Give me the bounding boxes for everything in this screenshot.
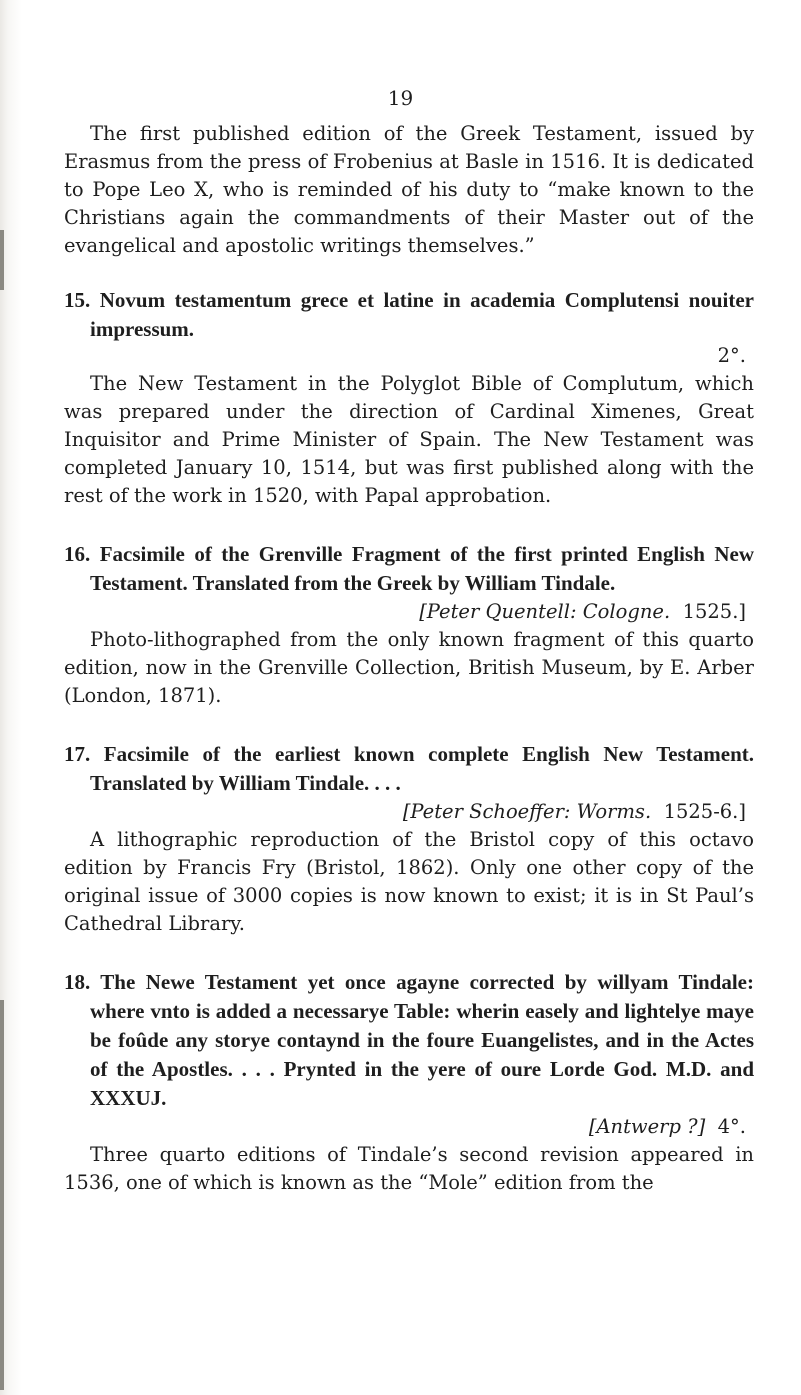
entry-imprint [64,598,754,626]
imprint-date: 1525-6.] [663,800,746,823]
entry-imprint [64,1113,754,1141]
entry-imprint [64,798,754,826]
entry-description: Photo-lithographed from the only known fragment of this quarto edition, now in the Grenville Collection, British Museum, by E. Arber (London, 1871). [64,628,754,707]
entry-title: 18. The Newe Testament yet once agayne corrected by willyam Tindale: where vnto is added a necessarye Table: wherin easely and lightelye maye be foûde any storye contaynd in the foure Euangelistes, and in the Actes of the Apostles. . . . Prynted in the yere of oure Lorde God. M.D. and XXXUJ. [64,970,754,1110]
page-edge-shadow [0,230,4,290]
imprint-date: 4°. [717,1115,746,1138]
catalogue-entry [64,286,754,510]
entry-imprint [64,342,754,370]
entry-title: 16. Facsimile of the Grenville Fragment of the first printed English New Testament. Translated from the Greek by William Tindale. [64,542,754,595]
entry-description: The New Testament in the Polyglot Bible of Complutum, which was prepared under the direction of Cardinal Ximenes, Great Inquisitor and Prime Minister of Spain. The New Testament was completed January 10, 1514, but was first published along with the rest of the work in 1520, with Papal approbation. [64,372,754,507]
intro-paragraph: The first published edition of the Greek Testament, issued by Erasmus from the press of Frobenius at Basle in 1516. It is dedicated to Pope Leo X, who is reminded of his duty to “make known to the Christians again the commandments of their Master out of the evangelical and apostolic writings themselves.” [64,122,754,257]
page-body [64,120,754,1197]
catalogue-entry [64,968,754,1197]
imprint-format: 2°. [717,344,746,367]
imprint-place: [Peter Schoeffer: Worms. [402,800,652,823]
entry-title: 17. Facsimile of the earliest known complete English New Testament. Translated by William Tindale. . . . [64,742,754,795]
entry-description: A lithographic reproduction of the Bristol copy of this octavo edition by Francis Fry (Bristol, 1862). Only one other copy of the original issue of 3000 copies is now known to exist; it is in St Paul’s Cathedral Library. [64,828,754,935]
imprint-place: [Antwerp ?] [588,1115,706,1138]
page-edge-shadow [0,1000,4,1390]
imprint-place: [Peter Quentell: Cologne. [419,600,671,623]
imprint-date: 1525.] [682,600,746,623]
catalogue-entry [64,740,754,938]
page-number: 19 [387,86,414,110]
entry-description: Three quarto editions of Tindale’s second revision appeared in 1536, one of which is known as the “Mole” edition from the [64,1143,754,1194]
catalogue-entry [64,540,754,710]
entry-title: 15. Novum testamentum grece et latine in academia Complutensi nouiter impressum. [64,288,754,341]
